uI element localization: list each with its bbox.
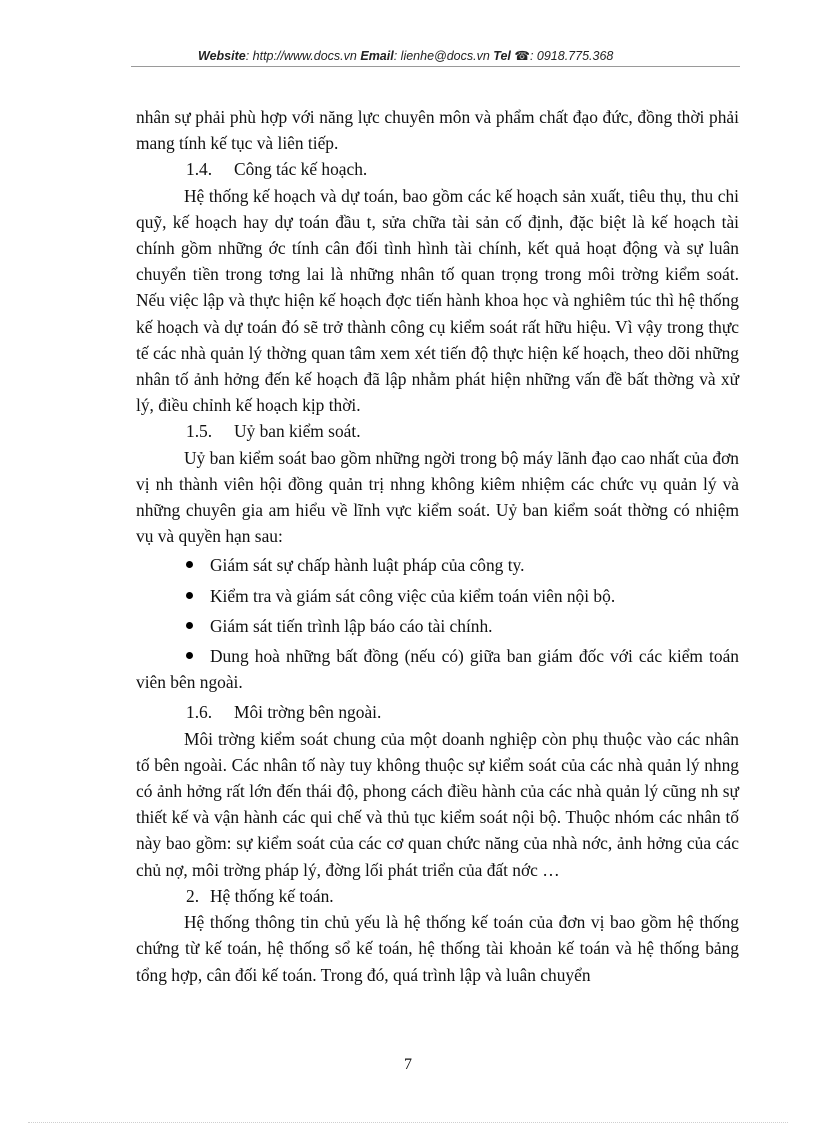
section-title: Môi trờng bên ngoài. <box>234 702 382 723</box>
tel-label: Tel <box>493 49 511 63</box>
list-item-text: Dung hoà những bất đồng (nếu có) giữa ban giám đốc với các kiểm toán viên bên ngoài. <box>136 646 739 693</box>
header-rule <box>131 66 740 67</box>
section-number: 1.5. <box>186 421 213 442</box>
website-label: Website <box>198 49 246 63</box>
tel-value: : 0918.775.368 <box>529 49 614 63</box>
list-item-text: Kiểm tra và giám sát công việc của kiểm toán viên nội bộ. <box>210 585 616 606</box>
paragraph: Uỷ ban kiểm soát bao gồm những ngời trong bộ máy lãnh đạo cao nhất của đơn vị nh thành viên hội đồng quản trị nhng không kiêm nhiệm các chức vụ quản lý và những chuyên gia am hiểu về lĩnh vực kiểm soát. Uỷ ban kiểm soát thờng có nhiệm vụ và quyền hạn sau: <box>136 447 739 547</box>
list-item <box>136 613 739 639</box>
page-header <box>198 48 678 63</box>
bullet-icon <box>186 652 193 659</box>
list-item <box>136 583 739 609</box>
section-heading-1-5 <box>136 418 739 444</box>
phone-icon: ☎ <box>514 49 530 63</box>
email-value: : lienhe@docs.vn <box>393 49 490 63</box>
section-number: 1.6. <box>186 702 213 723</box>
section-heading-1-6 <box>136 699 739 725</box>
section-title: Uỷ ban kiểm soát. <box>234 421 361 442</box>
bullet-icon <box>186 622 193 629</box>
paragraph: Môi trờng kiểm soát chung của một doanh nghiệp còn phụ thuộc vào các nhân tố bên ngoài. Các nhân tố này tuy không thuộc sự kiểm soát của các nhà quản lý nhng có ảnh hởng rất lớn đến thái độ, phong cách điều hành của các nhà quản lý cũng nh sự thiết kế và vận hành các qui chế và thủ tục kiểm soát nội bộ. Thuộc nhóm các nhân tố này bao gồm: sự kiểm soát của các cơ quan chức năng của nhà nớc, ảnh hởng của các chủ nợ, môi trờng pháp lý, đờng lối phát triển của đất nớc … <box>136 728 739 880</box>
section-title: Hệ thống kế toán. <box>210 885 334 906</box>
section-heading-1-4 <box>136 156 739 182</box>
paragraph: Hệ thống kế hoạch và dự toán, bao gồm các kế hoạch sản xuất, tiêu thụ, thu chi quỹ, kế hoạch hay dự toán đầu t, sửa chữa tài sản cố định, đặc biệt là kế hoạch tài chính gồm những ớc tính cân đối tình hình tài chính, kết quả hoạt động và sự luân chuyển tiền trong tơng lai là những nhân tố quan trọng trong môi trờng kiểm soát. Nếu việc lập và thực hiện kế hoạch đợc tiến hành khoa học và nghiêm túc thì hệ thống kế hoạch và dự toán đó sẽ trở thành công cụ kiểm soát rất hữu hiệu. Vì vậy trong thực tế các nhà quản lý thờng quan tâm xem xét tiến độ thực hiện kế hoạch, theo dõi những nhân tố ảnh hởng đến kế hoạch đã lập nhằm phát hiện những vấn đề bất thờng và xử lý, điều chỉnh kế hoạch kịp thời. <box>136 185 739 416</box>
section-heading-2 <box>136 883 739 909</box>
email-label: Email <box>360 49 394 63</box>
bullet-icon <box>186 592 193 599</box>
website-value: : http://www.docs.vn <box>245 49 357 63</box>
document-body <box>136 104 739 988</box>
page-number: 7 <box>404 1056 412 1073</box>
section-number: 2. <box>186 885 200 906</box>
paragraph: Hệ thống thông tin chủ yếu là hệ thống kế toán của đơn vị bao gồm hệ thống chứng từ kế toán, hệ thống sổ kế toán, hệ thống tài khoản kế toán và hệ thống bảng tổng hợp, cân đối kế toán. Trong đó, quá trình lập và luân chuyển <box>136 912 739 985</box>
section-number: 1.4. <box>186 159 213 180</box>
list-item-text: Giám sát sự chấp hành luật pháp của công ty. <box>210 555 525 576</box>
list-item <box>136 643 739 695</box>
paragraph: nhân sự phải phù hợp với năng lực chuyên môn và phẩm chất đạo đức, đồng thời phải mang tính kế tục và liên tiếp. <box>136 107 739 154</box>
list-item <box>136 552 739 578</box>
bullet-icon <box>186 561 193 568</box>
list-item-text: Giám sát tiến trình lập báo cáo tài chính. <box>210 615 493 636</box>
section-title: Công tác kế hoạch. <box>234 159 368 180</box>
